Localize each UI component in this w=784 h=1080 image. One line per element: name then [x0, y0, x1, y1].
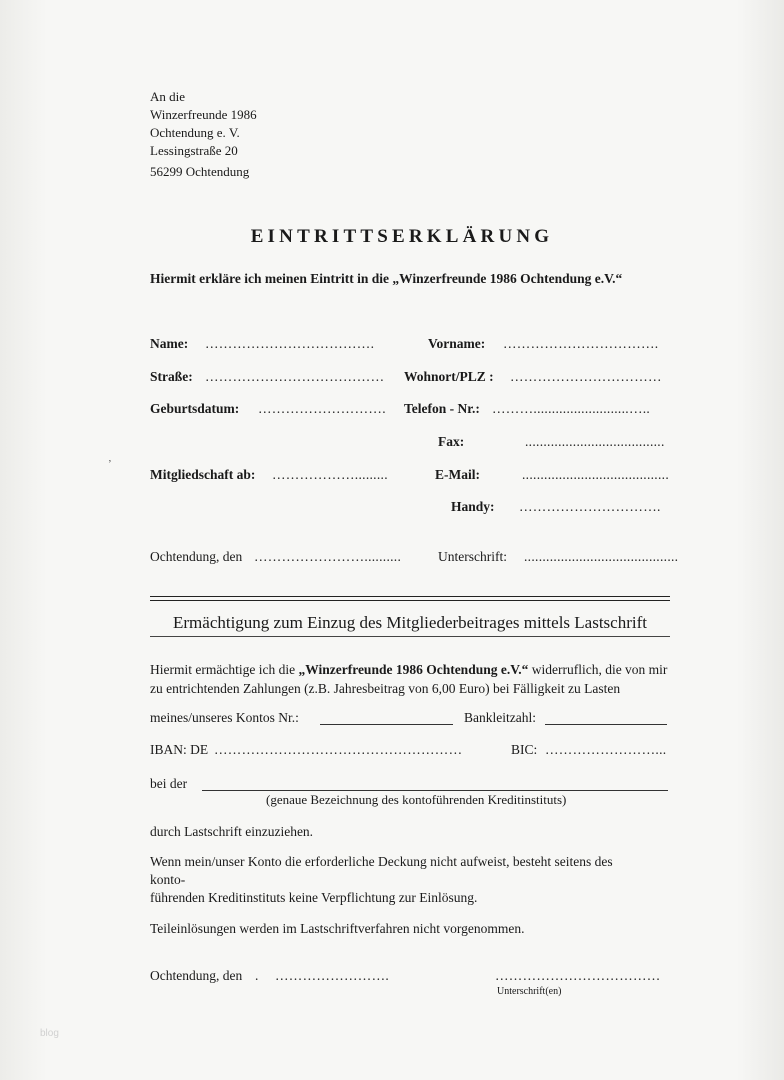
bic-field[interactable]: ……………………...	[545, 742, 667, 757]
address-city: 56299 Ochtendung	[150, 164, 250, 179]
iban-field[interactable]: ………………………………………………	[214, 742, 463, 757]
address-line: An die	[150, 89, 186, 104]
scan-mark: ʼ	[108, 458, 112, 470]
email-field[interactable]: ........................................	[522, 467, 669, 482]
handy-label: Handy:	[451, 499, 495, 514]
ort-datum-label-2: Ochtendung, den	[150, 968, 243, 983]
recipient-address	[150, 88, 257, 160]
strasse-field[interactable]: …………………………………	[205, 369, 385, 384]
handy-field[interactable]: ………………………….	[519, 499, 661, 514]
wohnort-label: Wohnort/PLZ :	[404, 369, 494, 384]
page-title: EINTRITTSERKLÄRUNG	[250, 226, 554, 247]
unterschriften-field[interactable]: ………………………………	[495, 968, 661, 983]
name-field[interactable]: ……………………………….	[205, 336, 375, 351]
konto-label: meines/unseres Kontos Nr.:	[150, 710, 299, 725]
mitgliedschaft-label: Mitgliedschaft ab:	[150, 467, 256, 482]
bic-label: BIC:	[511, 742, 538, 757]
email-label: E-Mail:	[435, 467, 480, 482]
address-line: Ochtendung e. V.	[150, 125, 240, 140]
einzug-text: durch Lastschrift einzuziehen.	[150, 824, 314, 839]
auth-text-c: widerruflich, die von mir zu entrichtenden Zahlungen (z.B. Jahresbeitrag von 6,00 Euro) bei Fälligkeit zu Lasten	[150, 662, 668, 696]
club-name: „Winzerfreunde 1986 Ochtendung e.V.“	[298, 662, 529, 677]
heading-underline	[150, 636, 670, 637]
deckung-text-3: führenden Kreditinstituts keine Verpflichtung zur Einlösung.	[150, 890, 478, 905]
fax-field[interactable]: ......................................	[525, 434, 665, 449]
ort-datum-label: Ochtendung, den	[150, 549, 243, 564]
sepa-heading: Ermächtigung zum Einzug des Mitgliederbeitrages mittels Lastschrift	[173, 613, 647, 632]
unterschrift-field[interactable]: ..........................................	[524, 549, 679, 564]
wohnort-field[interactable]: ……………………………	[510, 369, 662, 384]
iban-label: IBAN: DE	[150, 742, 209, 757]
bank-field[interactable]	[202, 776, 668, 791]
mitgliedschaft-field[interactable]: ……………….........	[272, 467, 388, 482]
geburtsdatum-field[interactable]: ……………………….	[258, 401, 386, 416]
strasse-label: Straße:	[150, 369, 193, 384]
name-label: Name:	[150, 336, 189, 351]
vorname-label: Vorname:	[428, 336, 486, 351]
blz-field[interactable]	[545, 710, 667, 725]
divider-line	[150, 596, 670, 597]
ort-datum-field-2[interactable]: …………………….	[275, 968, 390, 983]
deckung-text-1: Wenn mein/unser Konto die erforderliche Deckung nicht aufweist, besteht seitens des	[150, 854, 613, 869]
konto-field[interactable]	[320, 710, 453, 725]
telefon-field[interactable]: ………..........................…..	[492, 401, 651, 416]
address-line: Winzerfreunde 1986	[150, 107, 257, 122]
teileinloesung-text: Teileinlösungen werden im Lastschriftverfahren nicht vorgenommen.	[150, 921, 525, 936]
fax-label: Fax:	[438, 434, 465, 449]
divider-line	[150, 600, 670, 601]
unterschrift-label: Unterschrift:	[438, 549, 507, 564]
deckung-text-2: konto-	[150, 872, 186, 887]
watermark: blog	[40, 1028, 59, 1039]
telefon-label: Telefon - Nr.:	[404, 401, 480, 416]
vorname-field[interactable]: …………………………….	[503, 336, 659, 351]
geburtsdatum-label: Geburtsdatum:	[150, 401, 240, 416]
ort-datum-field[interactable]: ……………………..........	[254, 549, 402, 564]
auth-text-a: Hiermit ermächtige ich die	[150, 662, 299, 677]
bank-label: bei der	[150, 776, 188, 791]
intro-text: Hiermit erkläre ich meinen Eintritt in die „Winzerfreunde 1986 Ochtendung e.V.“	[150, 271, 623, 286]
blz-label: Bankleitzahl:	[464, 710, 536, 725]
unterschriften-caption: Unterschrift(en)	[497, 986, 562, 997]
bank-caption: (genaue Bezeichnung des kontoführenden Kreditinstituts)	[266, 792, 567, 807]
address-line: Lessingstraße 20	[150, 143, 238, 158]
sepa-authorization-text	[150, 660, 670, 698]
ort-datum-separator: .	[255, 968, 259, 983]
